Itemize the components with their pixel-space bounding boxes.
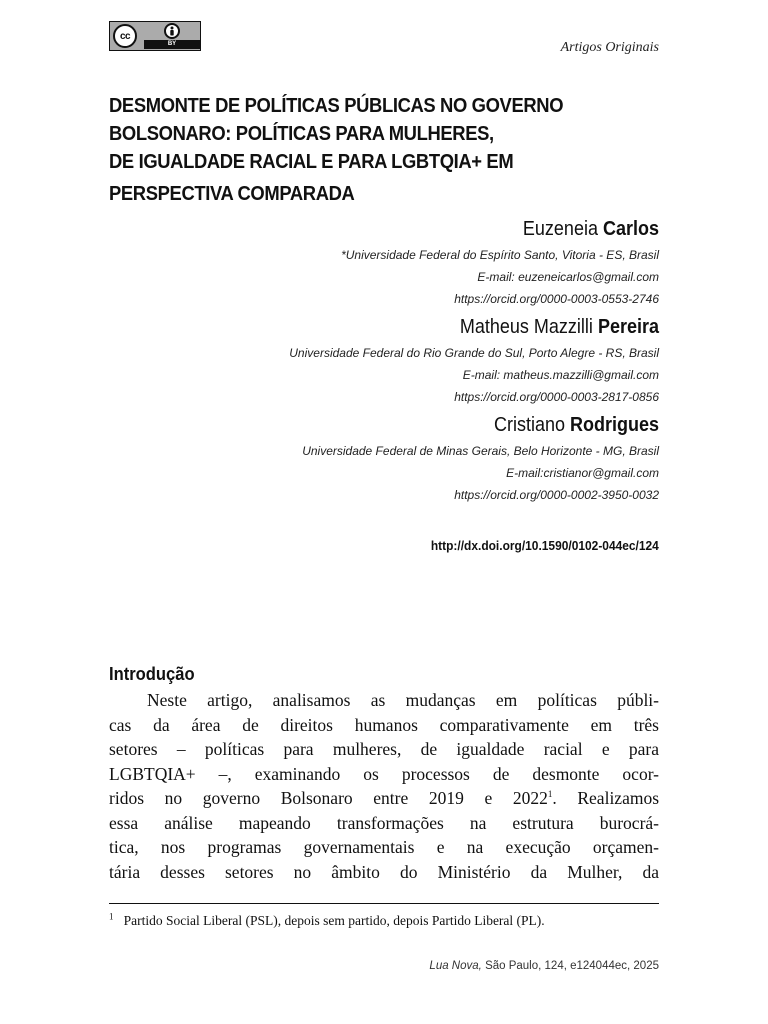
footnote-text: Partido Social Liberal (PSL), depois sem partido, depois Partido Liberal (PL). (123, 913, 545, 928)
author-first-name: Cristiano (493, 414, 565, 436)
author-orcid-link[interactable]: https://orcid.org/0000-0003-2817-0856 (454, 390, 659, 404)
body-line: Neste artigo, analisamos as mudanças em políticas públi- (147, 690, 659, 710)
author-name (155, 214, 659, 244)
page-footer (429, 960, 659, 972)
body-line: LGBTQIA+ –, examinando os processos de desmonte ocor- (109, 763, 659, 784)
author-block (99, 312, 659, 408)
author-affiliation: *Universidade Federal do Espírito Santo, Vitoria - ES, Brasil (341, 248, 659, 262)
footnote (109, 913, 545, 929)
author-orcid-link[interactable]: https://orcid.org/0000-0002-3950-0032 (454, 488, 659, 502)
body-paragraph (109, 688, 659, 884)
author-first-name: Matheus Mazzilli (459, 316, 593, 338)
title-line: DESMONTE DE POLÍTICAS PÚBLICAS NO GOVERNO (109, 95, 564, 117)
cc-label: cc (119, 30, 131, 42)
author-email[interactable]: E-mail: matheus.mazzilli@gmail.com (462, 368, 659, 382)
attribution-block (144, 22, 200, 49)
author-email[interactable]: E-mail:cristianor@gmail.com (506, 466, 659, 480)
title-line: PERSPECTIVA COMPARADA (109, 183, 355, 205)
body-line: tária desses setores no âmbito do Ministério da Mulher, da (109, 861, 659, 882)
footnote-divider (109, 903, 659, 904)
author-orcid-link[interactable]: https://orcid.org/0000-0003-0553-2746 (454, 292, 659, 306)
journal-details: São Paulo, 124, e124044ec, 2025 (485, 960, 659, 972)
footnote-ref[interactable]: 1 (547, 789, 553, 800)
cc-by-license-badge (109, 21, 201, 51)
doi-link[interactable]: http://dx.doi.org/10.1590/0102-044ec/124 (430, 538, 659, 553)
author-name (155, 312, 659, 342)
author-last-name: Pereira (597, 316, 659, 338)
author-affiliation: Universidade Federal do Rio Grande do Sul, Porto Alegre - RS, Brasil (289, 346, 659, 360)
article-title (109, 92, 624, 208)
by-label: BY (144, 40, 200, 49)
journal-name: Lua Nova, (429, 960, 482, 972)
section-heading: Introdução (109, 664, 195, 684)
creative-commons-icon (113, 24, 137, 48)
author-last-name: Rodrigues (569, 414, 659, 436)
body-line: essa análise mapeando transformações na estrutura burocrá- (109, 812, 659, 833)
body-line: cas da área de direitos humanos comparativamente em três (109, 714, 659, 735)
title-line: BOLSONARO: POLÍTICAS PARA MULHERES, (109, 123, 494, 145)
author-email[interactable]: E-mail: euzeneicarlos@gmail.com (477, 270, 659, 284)
author-list (99, 214, 659, 508)
section-label: Artigos Originais (560, 40, 659, 55)
author-block (99, 410, 659, 506)
body-line-text: ridos no governo Bolsonaro entre 2019 e 2022 (109, 788, 548, 808)
author-name (155, 410, 659, 440)
title-line: DE IGUALDADE RACIAL E PARA LGBTQIA+ EM (109, 151, 514, 173)
attribution-person-icon (164, 23, 180, 39)
body-line (109, 786, 659, 811)
footnote-marker: 1 (109, 911, 114, 922)
body-line: setores – políticas para mulheres, de igualdade racial e para (109, 739, 659, 759)
author-block (99, 214, 659, 310)
body-line-text: . Realizamos (552, 788, 660, 808)
author-affiliation: Universidade Federal de Minas Gerais, Belo Horizonte - MG, Brasil (302, 444, 659, 458)
author-last-name: Carlos (602, 218, 659, 240)
author-first-name: Euzeneia (522, 218, 598, 240)
body-line: tica, nos programas governamentais e na execução orçamen- (109, 837, 659, 857)
